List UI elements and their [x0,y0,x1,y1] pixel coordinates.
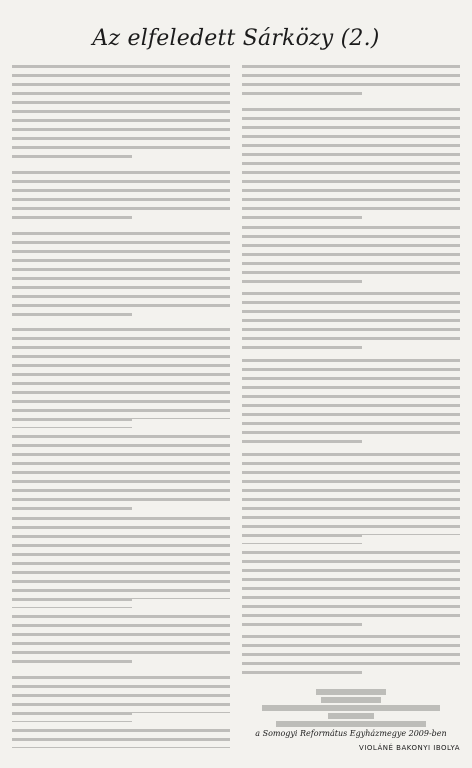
paragraph [242,105,460,219]
paragraph [242,356,460,446]
paragraph [242,289,460,352]
article-column-left [12,62,230,752]
memorial-inscription [242,689,460,739]
article-column-right [242,62,460,752]
paragraph [12,726,230,748]
article-title: Az elfeledett Sárközy (2.) [92,26,380,51]
paragraph [12,62,230,164]
paragraph [12,168,230,225]
paragraph [242,62,460,101]
paragraph [242,223,460,286]
paragraph [12,612,230,669]
memorial-last-line: a Somogyi Református Egyházmegye 2009-ben [255,729,447,739]
author-byline: VIOLÁNÉ BAKONYI IBOLYA [359,744,460,753]
paragraph [242,548,460,628]
paragraph [12,673,230,722]
article-columns [12,62,460,752]
paragraph [12,514,230,608]
paragraph [242,450,460,544]
paragraph [12,325,230,427]
paragraph [12,229,230,321]
paragraph [242,632,460,679]
paragraph [12,432,230,511]
